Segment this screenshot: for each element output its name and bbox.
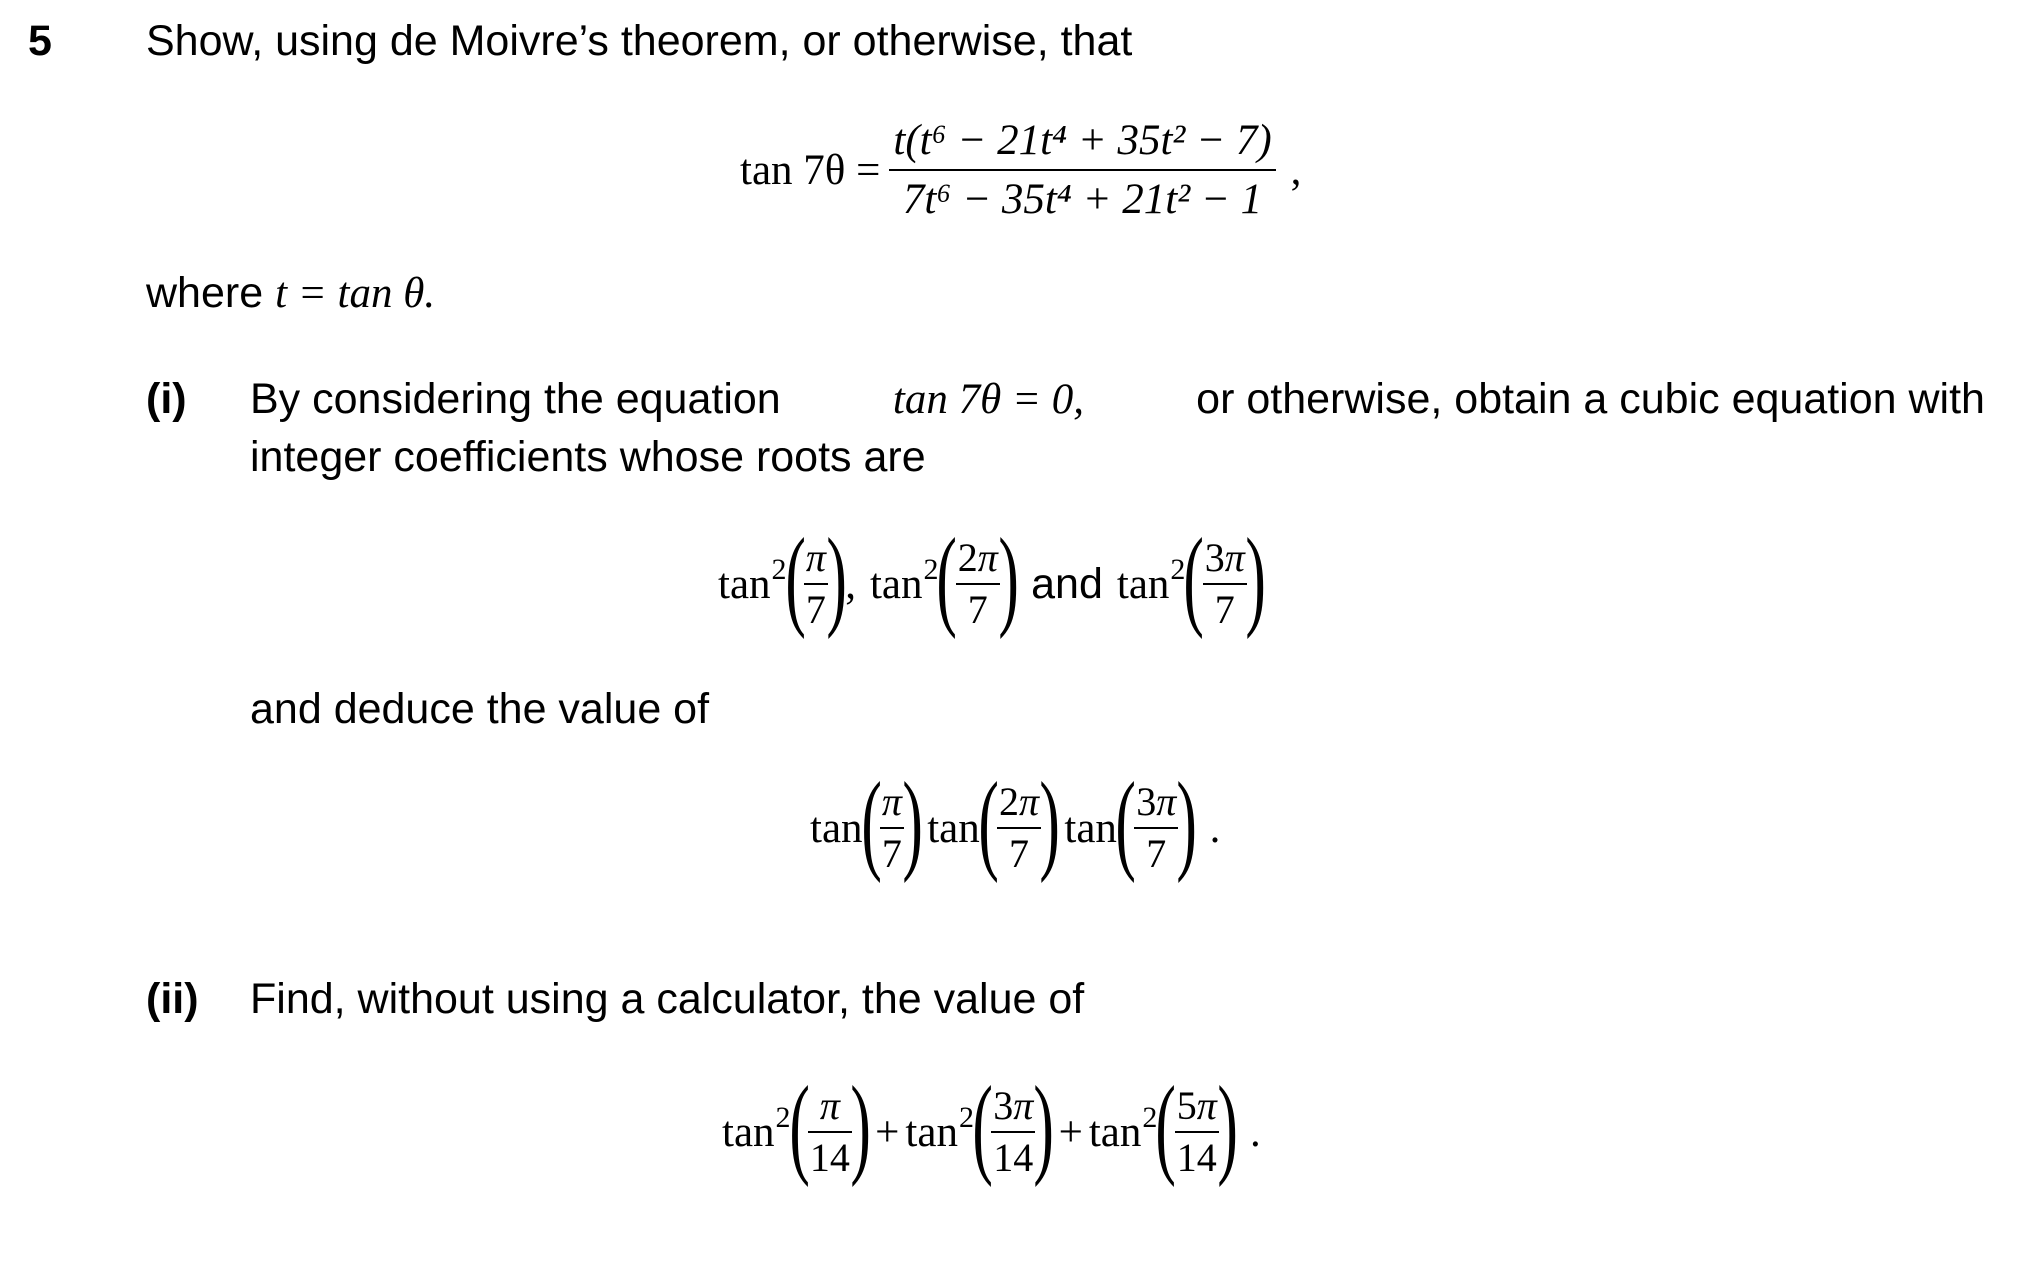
where-text: where (146, 269, 264, 317)
identity-denominator: 7t⁶ − 35t⁴ + 21t² − 1 (902, 176, 1263, 224)
identity-lhs: tan 7θ = (740, 146, 881, 194)
fraction-3pi-over-7: $\frac{3\pi}{7}$ (1204, 535, 1245, 632)
identity-fraction (889, 118, 1275, 222)
fraction-pi-over-7: $\frac{\pi}{7}$ (805, 535, 826, 632)
part-i-deduce: and deduce the value of (250, 685, 710, 733)
part-i-math: tan 7θ = 0, (892, 376, 1084, 423)
product-expression: tan ( $\frac{\pi}{7}$ ) tan ( $\frac{2\pi}{7}$ ) tan ( $\frac{3\pi}{7}$ ) . (810, 760, 1221, 884)
question-number: 5 (28, 17, 52, 65)
sum-expression: tan 2 ( $\frac{\pi}{14}$ ) + tan 2 ( $\frac{3\pi}{14}$ ) + tan 2 ( $\frac{5\pi}{14}$ ) . (722, 1064, 1261, 1188)
part-i-label: (i) (146, 375, 187, 423)
roots-expression: tan 2 ( $\frac{\pi}{7}$ ) , tan 2 ( $\frac{2\pi}{7}$ ) and tan 2 ( $\frac{3\pi}{7}$ ) (718, 516, 1266, 640)
tan7theta-identity (740, 118, 1301, 222)
identity-numerator: t(t⁶ − 21t⁴ + 35t² − 7) (893, 117, 1272, 164)
part-i-line1 (250, 375, 1985, 423)
part-i-text-b: or otherwise, obtain a cubic equation with (1196, 375, 1985, 423)
where-math: t = tan θ. (275, 270, 436, 317)
roots-and: and (1031, 559, 1103, 608)
question-stem: Show, using de Moivre’s theorem, or otherwise, that (146, 17, 1133, 65)
part-i-text-a: By considering the equation (250, 375, 781, 423)
part-ii-label: (ii) (146, 975, 199, 1023)
part-i-line2: integer coefficients whose roots are (250, 433, 926, 481)
part-ii-text: Find, without using a calculator, the value of (250, 975, 1085, 1023)
fraction-2pi-over-7: $\frac{2\pi}{7}$ (957, 535, 998, 632)
where-line (146, 269, 436, 317)
identity-trailing: , (1290, 146, 1302, 194)
